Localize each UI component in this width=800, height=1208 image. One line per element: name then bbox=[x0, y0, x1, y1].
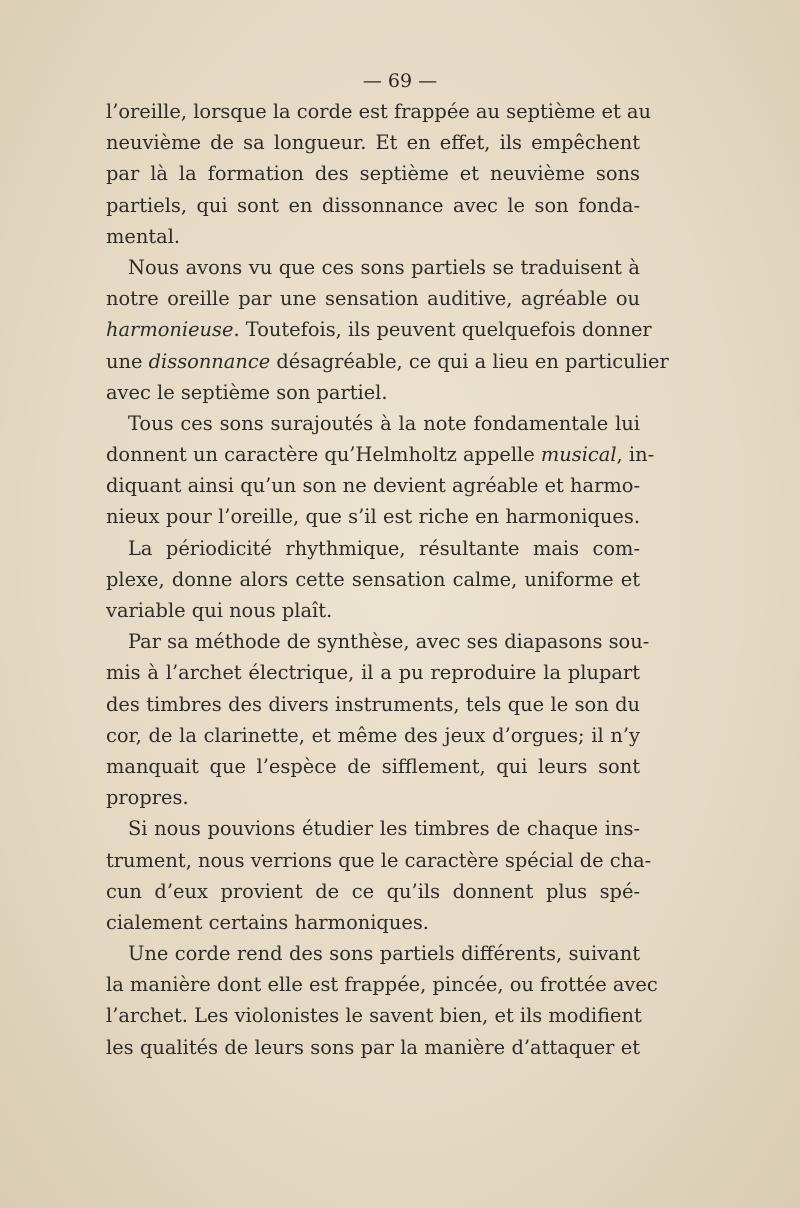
text-line: mis à l’archet électrique, il a pu reproduire la plupart bbox=[106, 661, 640, 685]
text-line: Par sa méthode de synthèse, avec ses diapasons sou- bbox=[128, 630, 650, 654]
text-line: propres. bbox=[106, 786, 189, 810]
text-line: variable qui nous plaît. bbox=[106, 599, 333, 622]
text-line: La périodicité rhythmique, résultante mais com- bbox=[128, 536, 640, 560]
text-line: notre oreille par une sensation auditive, agréable ou bbox=[106, 287, 640, 311]
text-line: Nous avons vu que ces sons partiels se traduisent à bbox=[128, 255, 640, 279]
body-text bbox=[106, 96, 669, 1063]
text-line: par là la formation des septième et neuvième sons bbox=[106, 162, 640, 186]
text-line-with-emphasis bbox=[106, 439, 655, 470]
line-text: une bbox=[106, 349, 149, 373]
text-line: plexe, donne alors cette sensation calme, uniforme et bbox=[106, 567, 640, 591]
text-line: manquait que l’espèce de sifflement, qui leurs sont bbox=[106, 754, 640, 778]
page-number: — 69 — bbox=[362, 70, 438, 92]
text-line: avec le septième son partiel. bbox=[106, 380, 388, 404]
text-line: partiels, qui sont en dissonnance avec le son fonda- bbox=[106, 193, 640, 217]
line-text: , in- bbox=[616, 443, 655, 467]
emphasis-term: harmonieuse bbox=[106, 318, 234, 342]
emphasis-term: dissonnance bbox=[148, 349, 271, 373]
text-line: cialement certains harmoniques. bbox=[106, 910, 429, 934]
text-line: cor, de la clarinette, et même des jeux d’orgues; il n’y bbox=[106, 723, 640, 747]
line-text: donnent un caractère qu’Helmholtz appelle bbox=[106, 443, 541, 467]
emphasis-term: musical bbox=[540, 443, 617, 467]
text-line: neuvième de sa longueur. Et en effet, ils empêchent bbox=[106, 131, 640, 155]
text-line: diquant ainsi qu’un son ne devient agréable et harmo- bbox=[106, 474, 640, 498]
text-line: cun d’eux provient de ce qu’ils donnent plus spé- bbox=[106, 879, 640, 903]
line-text: . Toutefois, ils peuvent quelquefois donner bbox=[233, 318, 652, 342]
text-line: Une corde rend des sons partiels différents, suivant bbox=[128, 942, 640, 966]
text-line: trument, nous verrions que le caractère spécial de cha- bbox=[106, 848, 652, 872]
text-line-with-emphasis bbox=[106, 314, 652, 345]
text-line: nieux pour l’oreille, que s’il est riche en harmoniques. bbox=[106, 505, 640, 529]
text-line: mental. bbox=[106, 224, 181, 248]
text-line: l’oreille, lorsque la corde est frappée au septième et au bbox=[106, 100, 651, 123]
line-text: désagréable, ce qui a lieu en particulier bbox=[270, 349, 669, 373]
text-line: Tous ces sons surajoutés à la note fondamentale lui bbox=[128, 411, 640, 435]
text-line: les qualités de leurs sons par la manière d’attaquer et bbox=[106, 1035, 640, 1059]
text-line-with-emphasis bbox=[106, 346, 669, 377]
text-line: des timbres des divers instruments, tels que le son du bbox=[106, 692, 640, 716]
text-line: Si nous pouvions étudier les timbres de chaque ins- bbox=[128, 817, 640, 841]
text-line: l’archet. Les violonistes le savent bien, et ils modifient bbox=[106, 1004, 642, 1028]
text-line: la manière dont elle est frappée, pincée, ou frottée avec bbox=[106, 973, 658, 997]
